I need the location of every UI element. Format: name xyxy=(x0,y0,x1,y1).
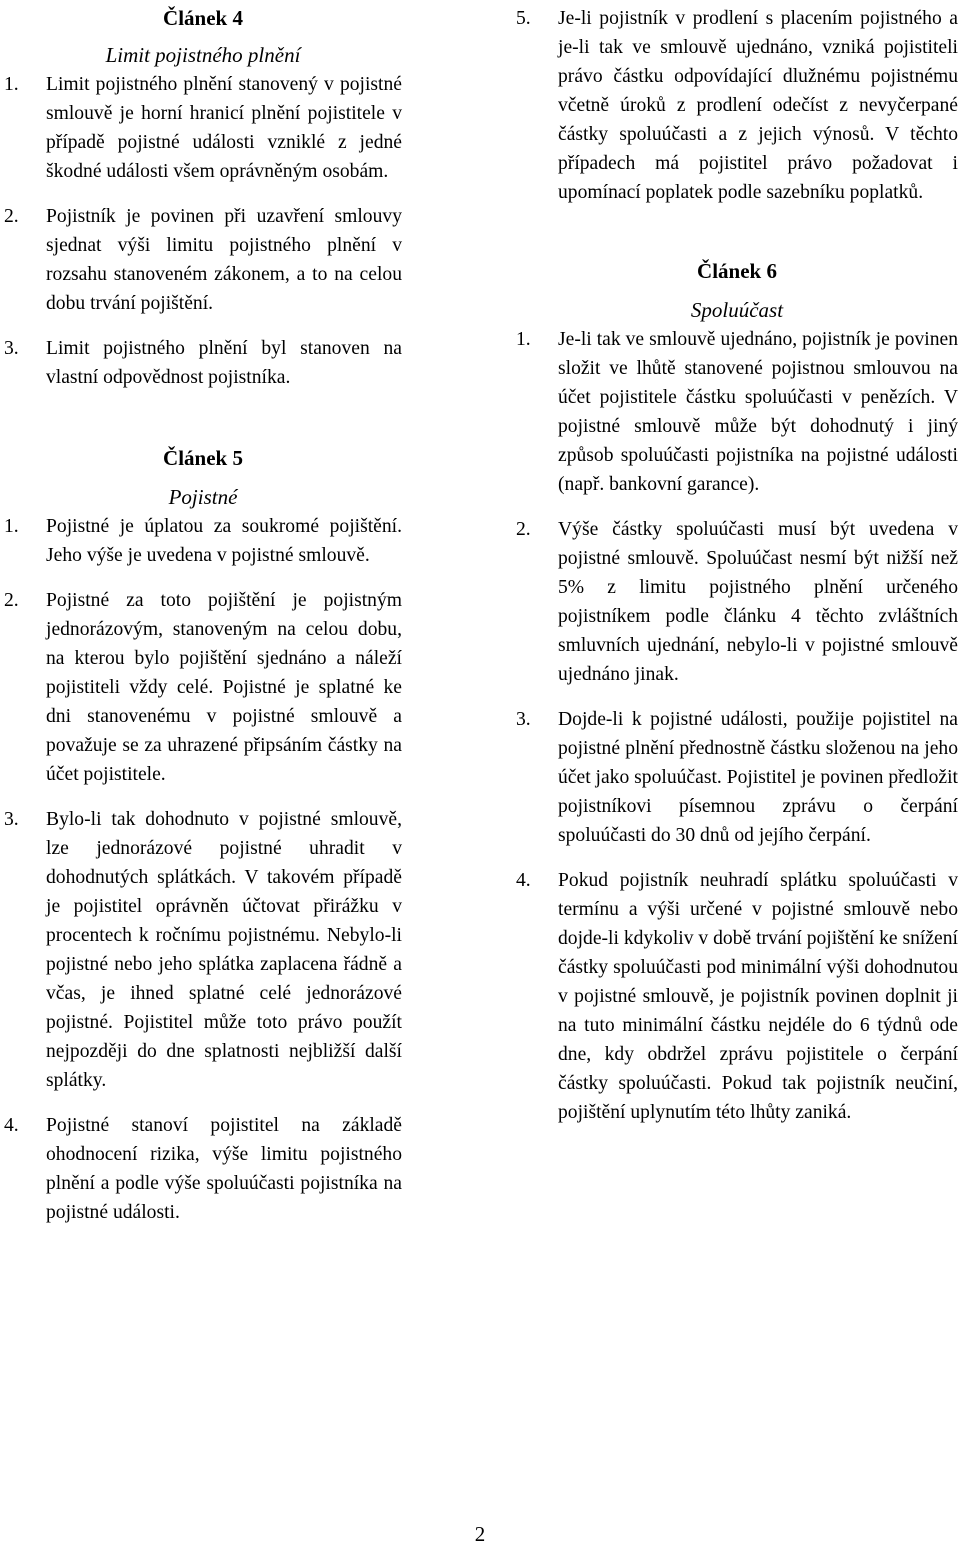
item-text: Je-li tak ve smlouvě ujednáno, pojistník je povinen složit ve lhůtě stanovené pojistnou smlouvou na účet pojistitele částku spoluúčasti v penězích. V pojistné smlouvě může být dohodnutý i jiný způsob spoluúčasti pojistníka na pojistné události (např. bankovní garance). xyxy=(558,329,958,495)
right-column xyxy=(516,4,958,1127)
article-6-item-2 xyxy=(516,515,958,689)
article-6-item-4 xyxy=(516,866,958,1127)
item-text: Limit pojistného plnění byl stanoven na vlastní odpovědnost pojistníka. xyxy=(46,338,402,388)
article-5-item-4 xyxy=(4,1111,402,1227)
item-text: Pojistné za toto pojištění je pojistným jednorázovým, stanoveným na celou dobu, na kterou bylo pojištění sjednáno a náleží pojistiteli vždy celé. Pojistné je splatné ke dni stanovenému v pojistné smlouvě a považuje se za uhrazené připsáním částky na účet pojistitele. xyxy=(46,590,402,785)
item-text: Bylo-li tak dohodnuto v pojistné smlouvě, lze jednorázové pojistné uhradit v dohodnutých splátkách. V takovém případě je pojistitel oprávněn účtovat přirážku v procentech k ročnímu pojistnému. Nebylo-li pojistné nebo jeho splátka zaplacena řádně a včas, je ihned splatné celé jednorázové pojistné. Pojistitel může toto právo použít nejpozději do dne splatnosti nejbližší další splátky. xyxy=(46,809,402,1091)
article-6-item-1 xyxy=(516,325,958,499)
article-4-item-1 xyxy=(4,70,402,186)
article-5-subtitle: Pojistné xyxy=(168,485,238,509)
article-4-item-2 xyxy=(4,202,402,318)
item-text: Limit pojistného plnění stanovený v pojistné smlouvě je horní hranicí plnění pojistitele v případě pojistné události vzniklé z jedné škodné události všem oprávněným osobám. xyxy=(46,74,402,182)
item-number: 5. xyxy=(516,8,531,29)
item-number: 2. xyxy=(516,519,531,540)
item-text: Pojistné je úplatou za soukromé pojištění. Jeho výše je uvedena v pojistné smlouvě. xyxy=(46,516,402,566)
article-4-subtitle: Limit pojistného plnění xyxy=(105,43,301,67)
left-column xyxy=(4,4,402,1227)
item-text: Pokud pojistník neuhradí splátku spoluúčasti v termínu a výši určené v pojistné smlouvě nebo dojde-li kdykoliv v době trvání pojištění ke snížení částky spoluúčasti pod minimální výši dohodnutou v pojistné smlouvě, je pojistník povinen doplnit ji na tuto minimální částku nejdéle do 6 týdnů ode dne, kdy obdržel zprávu pojistitele o čerpání částky spoluúčasti. Pokud tak pojistník neučiní, pojištění uplynutím této lhůty zaniká. xyxy=(558,870,958,1123)
item-number: 2. xyxy=(4,590,19,611)
article-5-heading: Článek 5 xyxy=(163,446,243,470)
item-number: 4. xyxy=(516,870,531,891)
item-number: 3. xyxy=(4,809,19,830)
article-6-item-3 xyxy=(516,705,958,850)
item-number: 3. xyxy=(4,338,19,359)
item-number: 3. xyxy=(516,709,531,730)
article-4-heading: Článek 4 xyxy=(163,6,243,30)
item-text: Výše částky spoluúčasti musí být uvedena v pojistné smlouvě. Spoluúčast nesmí být nižší než 5% z limitu pojistného plnění určeného pojistníkem podle článku 4 těchto zvláštních smluvních ujednání, nebylo-li v pojistné smlouvě ujednáno jinak. xyxy=(558,519,958,685)
item-text: Pojistník je povinen při uzavření smlouvy sjednat výši limitu pojistného plnění v rozsahu stanoveném zákonem, a to na celou dobu trvání pojištění. xyxy=(46,206,402,314)
item-number: 4. xyxy=(4,1115,19,1136)
page-number: 2 xyxy=(474,1522,486,1546)
article-6-subtitle: Spoluúčast xyxy=(690,298,784,322)
article-4-item-3 xyxy=(4,334,402,392)
article-5-item-3 xyxy=(4,805,402,1095)
article-6-heading: Článek 6 xyxy=(697,259,777,283)
article-5-item-1 xyxy=(4,512,402,570)
item-text: Pojistné stanoví pojistitel na základě ohodnocení rizika, výše limitu pojistného plnění a podle výše spoluúčasti pojistníka na pojistné události. xyxy=(46,1115,402,1223)
item-number: 2. xyxy=(4,206,19,227)
item-text: Dojde-li k pojistné události, použije pojistitel na pojistné plnění přednostně částku složenou na jeho účet jako spoluúčast. Pojistitel je povinen předložit pojistníkovi písemnou zprávu o čerpání spoluúčasti do 30 dnů od jejího čerpání. xyxy=(558,709,958,846)
article-5-item-2 xyxy=(4,586,402,789)
article-5-item-5 xyxy=(516,4,958,207)
item-number: 1. xyxy=(4,74,19,95)
item-text: Je-li pojistník v prodlení s placením pojistného a je-li tak ve smlouvě ujednáno, vzniká pojistiteli právo částku odpovídající dlužnému pojistnému včetně úroků z prodlení odečíst z nevyčerpané částky spoluúčasti a z jejich výnosů. V těchto případech má pojistitel právo požadovat i upomínací poplatek podle sazebníku poplatků. xyxy=(558,8,958,203)
item-number: 1. xyxy=(516,329,531,350)
item-number: 1. xyxy=(4,516,19,537)
